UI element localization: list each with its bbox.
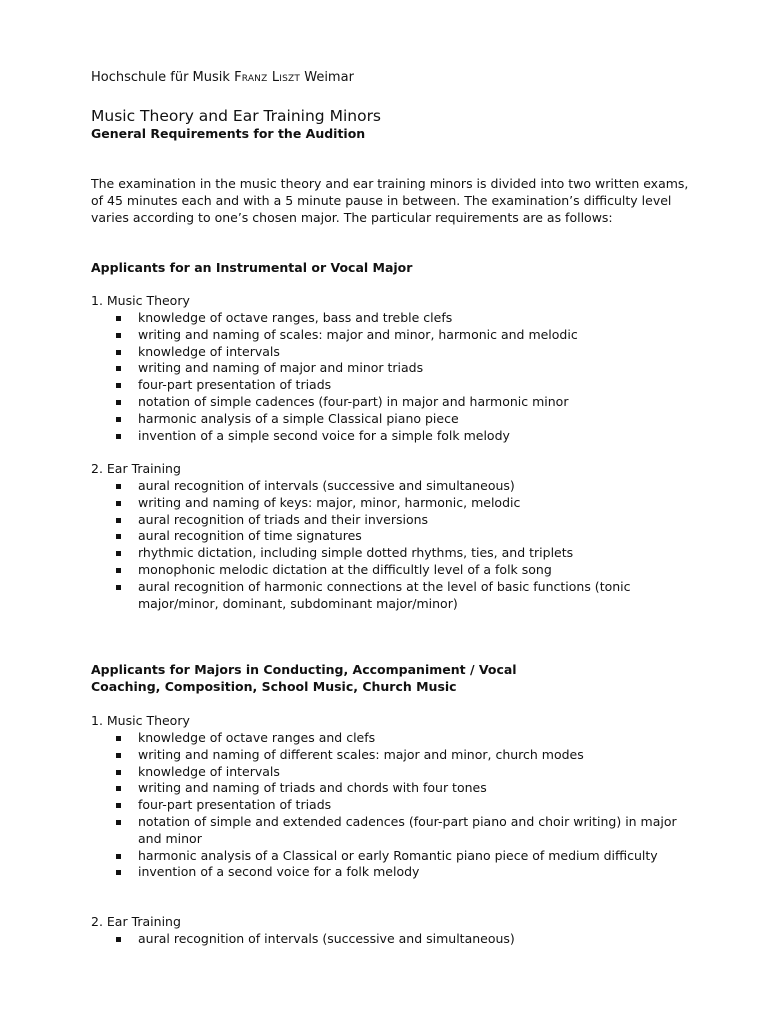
list-item: writing and naming of major and minor triads bbox=[91, 360, 691, 377]
list-item: four-part presentation of triads bbox=[91, 797, 691, 814]
list-item: invention of a simple second voice for a simple folk melody bbox=[91, 428, 691, 445]
document-subtitle: General Requirements for the Audition bbox=[91, 126, 366, 141]
list-item: notation of simple cadences (four-part) in major and harmonic minor bbox=[91, 394, 691, 411]
section1-theory-label: 1. Music Theory bbox=[91, 293, 190, 308]
section2-theory-label: 1. Music Theory bbox=[91, 713, 190, 728]
list-item: knowledge of octave ranges and clefs bbox=[91, 730, 691, 747]
section2-ear-label: 2. Ear Training bbox=[91, 914, 181, 929]
list-item: aural recognition of triads and their inversions bbox=[91, 512, 691, 529]
list-item: writing and naming of keys: major, minor, harmonic, melodic bbox=[91, 495, 691, 512]
list-item: aural recognition of intervals (successive and simultaneous) bbox=[91, 931, 691, 948]
list-item: rhythmic dictation, including simple dotted rhythms, ties, and triplets bbox=[91, 545, 691, 562]
list-item: harmonic analysis of a Classical or early Romantic piano piece of medium difficulty bbox=[91, 848, 691, 865]
section2-theory-list bbox=[91, 730, 691, 881]
institution-name: Franz Liszt bbox=[234, 70, 301, 85]
institution-suffix: Weimar bbox=[304, 70, 354, 85]
list-item: knowledge of intervals bbox=[91, 344, 691, 361]
intro-paragraph: The examination in the music theory and ear training minors is divided into two written exams, of 45 minutes each and with a 5 minute pause in between. The examination’s difficulty level varies according to one’s chosen major. The particular requirements are as follows: bbox=[91, 176, 689, 225]
section1-ear-list bbox=[91, 478, 691, 612]
document-title: Music Theory and Ear Training Minors bbox=[91, 107, 382, 125]
list-item: writing and naming of triads and chords with four tones bbox=[91, 780, 691, 797]
list-item: writing and naming of scales: major and minor, harmonic and melodic bbox=[91, 327, 691, 344]
section1-heading: Applicants for an Instrumental or Vocal Major bbox=[91, 260, 413, 275]
list-item: aural recognition of intervals (successive and simultaneous) bbox=[91, 478, 691, 495]
section2-heading bbox=[91, 662, 691, 696]
list-item: monophonic melodic dictation at the difficultly level of a folk song bbox=[91, 562, 691, 579]
section2-ear-list bbox=[91, 931, 691, 948]
section2-heading-line1: Applicants for Majors in Conducting, Accompaniment / Vocal bbox=[91, 662, 517, 677]
list-item: knowledge of octave ranges, bass and treble clefs bbox=[91, 310, 691, 327]
list-item: writing and naming of different scales: major and minor, church modes bbox=[91, 747, 691, 764]
section2-heading-line2: Coaching, Composition, School Music, Church Music bbox=[91, 678, 457, 694]
section1-theory-list bbox=[91, 310, 691, 444]
institution-line bbox=[91, 70, 354, 87]
list-item: four-part presentation of triads bbox=[91, 377, 691, 394]
list-item: notation of simple and extended cadences (four-part piano and choir writing) in major and minor bbox=[91, 814, 691, 848]
institution-prefix: Hochschule für Musik bbox=[91, 70, 230, 85]
section1-ear-label: 2. Ear Training bbox=[91, 461, 181, 476]
list-item: aural recognition of time signatures bbox=[91, 528, 691, 545]
list-item: aural recognition of harmonic connections at the level of basic functions (tonic major/minor, dominant, subdominant major/minor) bbox=[91, 579, 691, 613]
list-item: invention of a second voice for a folk melody bbox=[91, 864, 691, 881]
list-item: harmonic analysis of a simple Classical piano piece bbox=[91, 411, 691, 428]
list-item: knowledge of intervals bbox=[91, 764, 691, 781]
